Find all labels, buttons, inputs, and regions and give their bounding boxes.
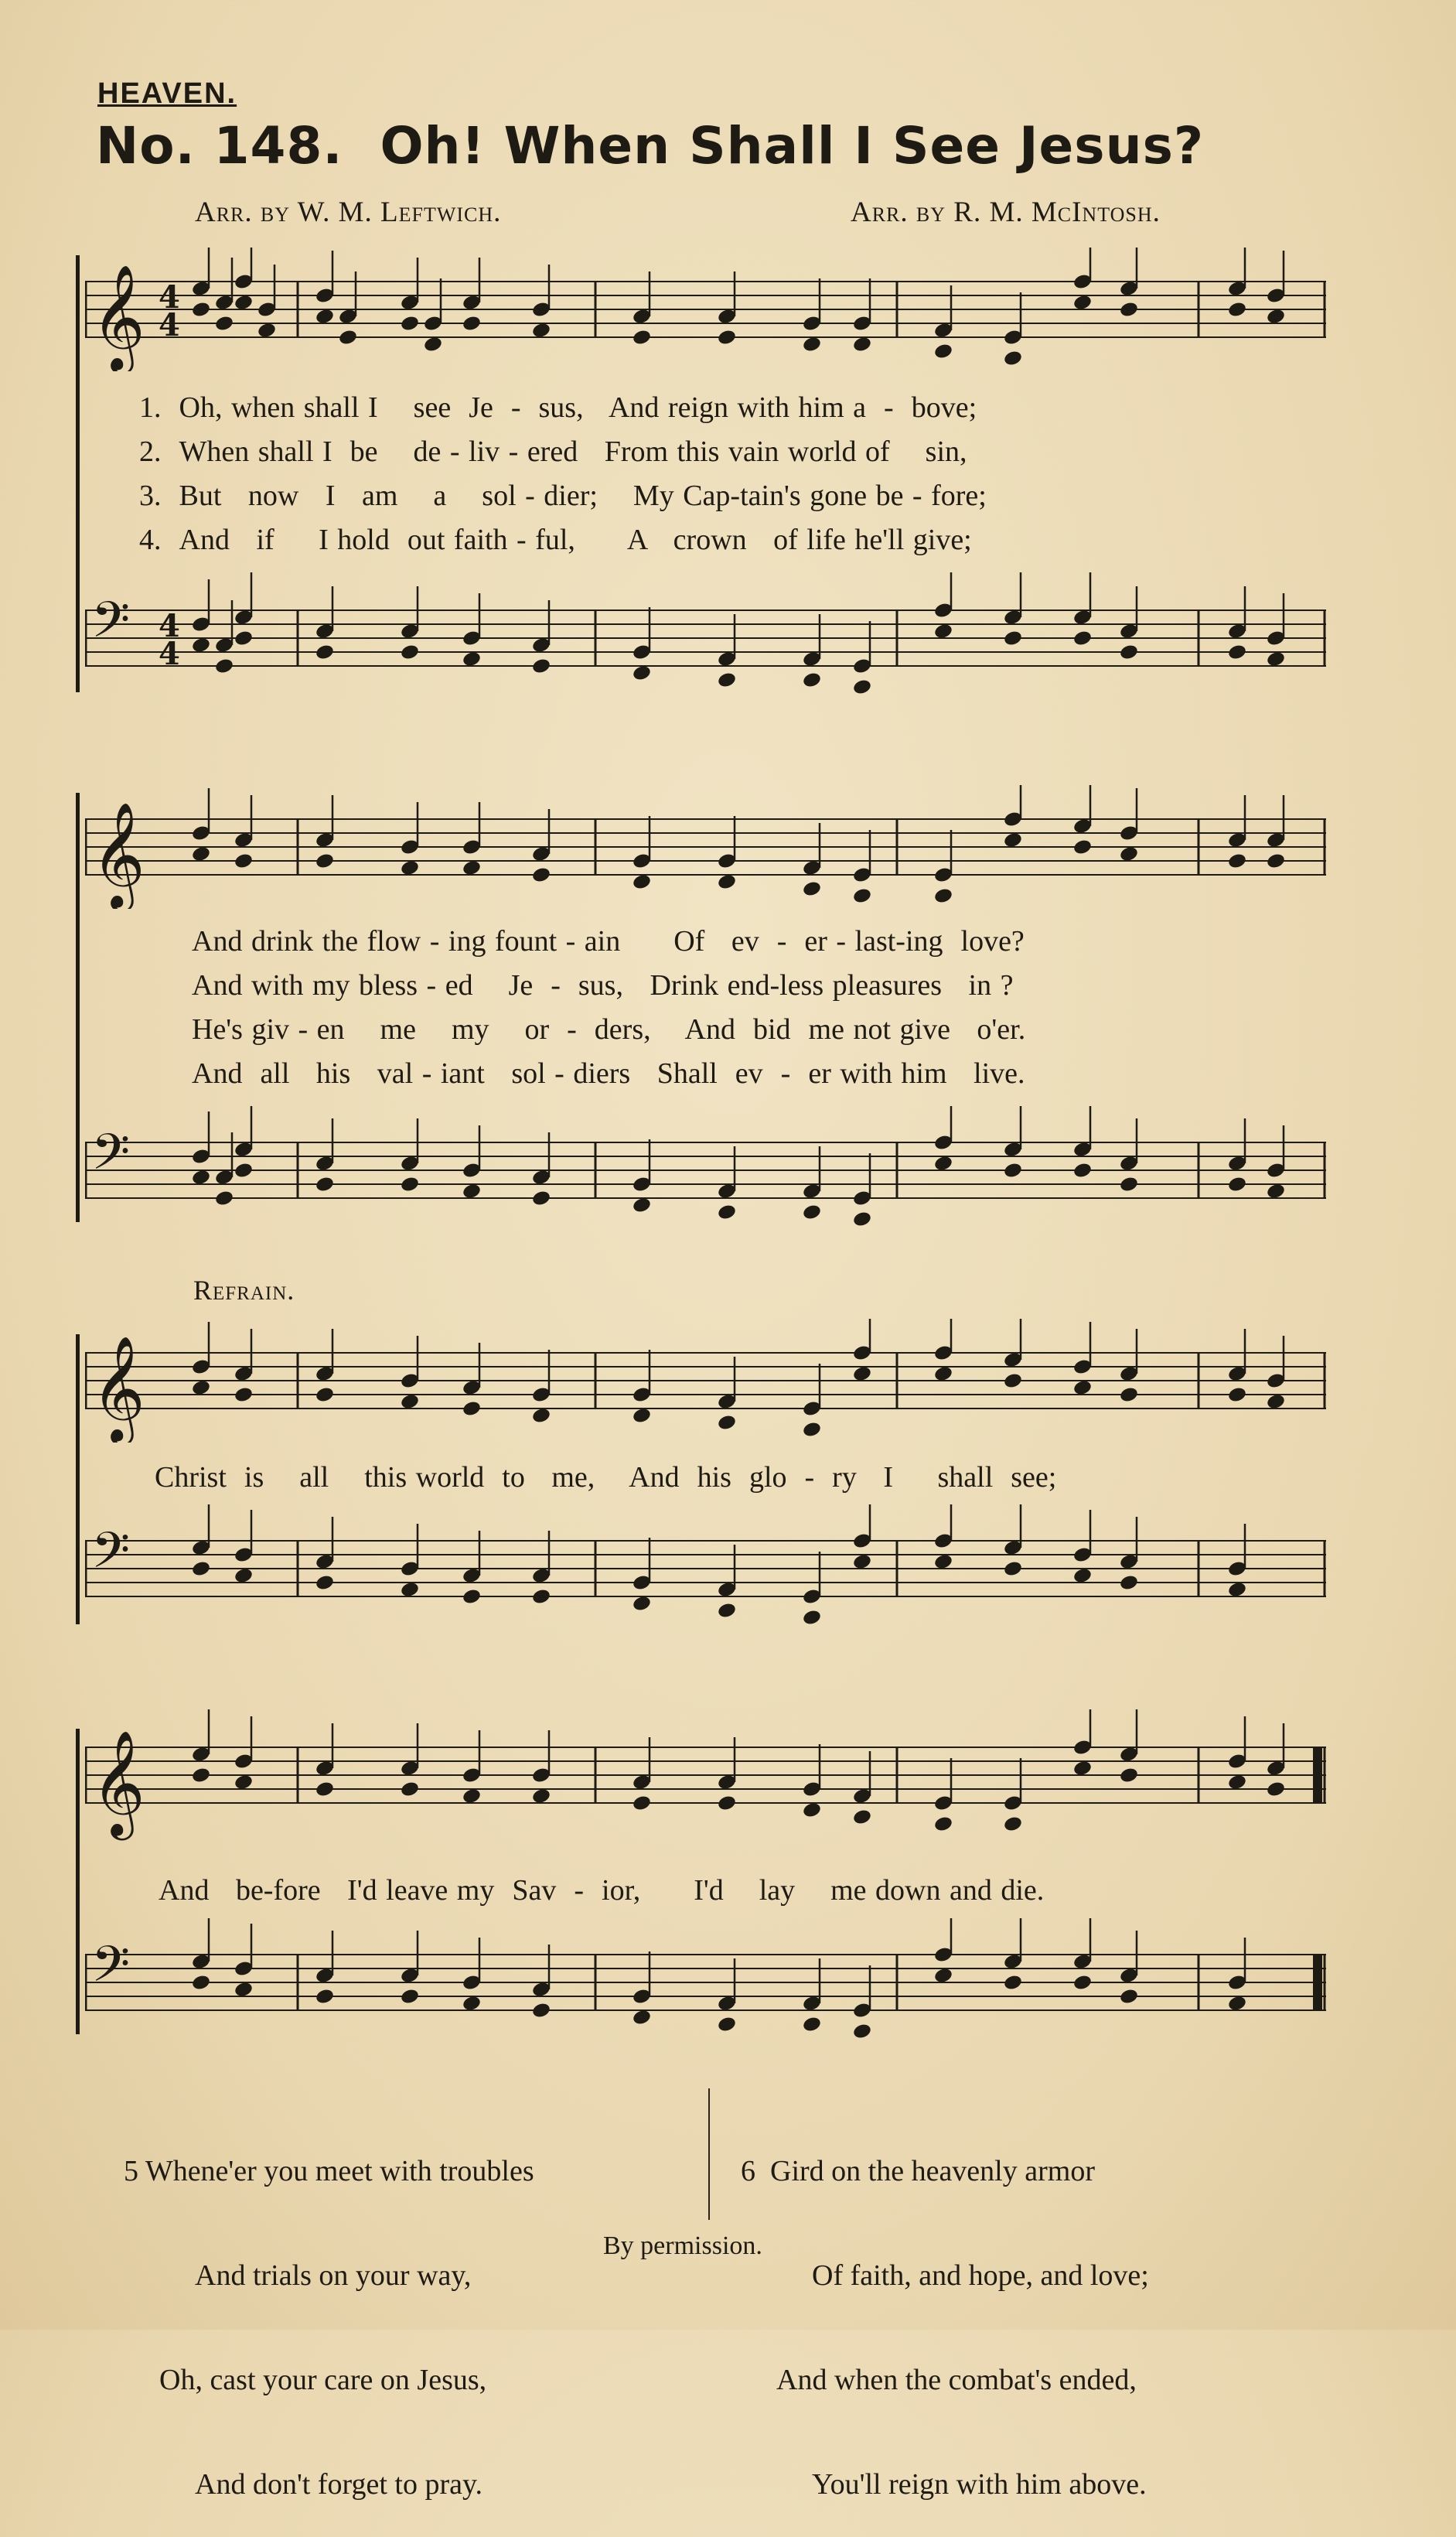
verse-3-line-b: He's giv - en me my or - ders, And bid me not give o'er.	[192, 1013, 1026, 1046]
verse-4-line-b: And all his val - iant sol - diers Shall ev - er with him live.	[192, 1057, 1025, 1090]
bass-staff-4	[85, 1918, 1326, 2046]
verse-number: 6	[741, 2155, 755, 2187]
system-brace-2	[76, 793, 80, 1222]
permission-note: By permission.	[603, 2231, 762, 2260]
verse-text: When shall I be de - liv - ered From this vain world of sin,	[179, 435, 967, 468]
hymn-number: No. 148.	[96, 116, 343, 176]
verse-number: 5	[124, 2155, 138, 2187]
svg-text:4: 4	[159, 279, 180, 316]
staff-lines	[85, 610, 1326, 666]
staff-lines	[85, 1142, 1326, 1198]
refrain-label: Refrain.	[193, 1275, 295, 1306]
svg-text:4: 4	[159, 608, 180, 644]
verse-divider	[708, 2088, 710, 2220]
bass-staff-2	[85, 1106, 1326, 1234]
verse-number: 1.	[139, 391, 162, 424]
treble-staff-1	[85, 248, 1326, 371]
extra-verse-5	[124, 2085, 534, 2537]
treble-staff-2	[85, 785, 1326, 909]
staff-lines	[85, 1541, 1326, 1596]
note-heads	[191, 572, 1286, 695]
verse-4-line-a	[139, 523, 972, 557]
extra-verse-line: And trials on your way,	[195, 2259, 472, 2292]
note-heads	[191, 248, 1286, 367]
verse-1-line-a	[139, 391, 977, 425]
bass-staff-3	[85, 1504, 1326, 1632]
staff-lines	[85, 1747, 1326, 1803]
svg-text:4: 4	[159, 636, 180, 672]
section-label: HEAVEN.	[97, 77, 237, 110]
extra-verse-line: Oh, cast your care on Jesus,	[159, 2364, 487, 2396]
extra-verse-6	[741, 2085, 1149, 2537]
extra-verse-line: And don't forget to pray.	[195, 2468, 483, 2501]
credit-left: Arr. by W. M. Leftwich.	[195, 196, 502, 228]
hymn-title: Oh! When Shall I See Jesus?	[380, 116, 1205, 176]
system-brace-3	[76, 1334, 80, 1624]
verse-text: But now I am a sol - dier; My Cap-tain's gone be - fore;	[179, 480, 987, 512]
staff-lines	[85, 819, 1326, 875]
note-heads	[191, 785, 1286, 904]
treble-clef-icon: 𝄞	[91, 1729, 145, 1835]
system-brace-4	[76, 1729, 80, 2034]
extra-verse-line: You'll reign with him above.	[812, 2468, 1147, 2501]
verse-text: And if I hold out faith - ful, A crown of life he'll give;	[179, 524, 972, 556]
extra-verse-line: Of faith, and hope, and love;	[812, 2259, 1149, 2292]
svg-text:4: 4	[159, 307, 180, 343]
note-heads	[191, 1918, 1247, 2040]
bass-clef-icon: 𝄢	[91, 591, 131, 661]
staff-lines	[85, 1955, 1326, 2010]
treble-staff-4	[85, 1709, 1326, 1841]
verse-text: Oh, when shall I see Je - sus, And reign with him a - bove;	[179, 391, 977, 424]
extra-verse-line: 5 Whene'er you meet with troubles	[124, 2155, 534, 2187]
bass-clef-icon: 𝄢	[91, 1521, 131, 1592]
refrain-line-1: Christ is all this world to me, And his glo - ry I shall see;	[155, 1461, 1057, 1494]
verse-number: 3.	[139, 480, 162, 512]
time-signature	[159, 608, 180, 672]
verse-number: 2.	[139, 435, 162, 468]
treble-clef-icon: 𝄞	[91, 801, 145, 907]
verse-2-line-a	[139, 435, 967, 469]
note-heads	[191, 1709, 1286, 1832]
note-heads	[191, 1106, 1286, 1228]
system-brace-1	[76, 255, 80, 692]
refrain-line-2: And be-fore I'd leave my Sav - ior, I'd lay me down and die.	[159, 1874, 1045, 1907]
credit-right: Arr. by R. M. McIntosh.	[851, 196, 1161, 228]
treble-clef-icon: 𝄞	[91, 1334, 145, 1441]
verse-2-line-b: And with my bless - ed Je - sus, Drink end-less pleasures in ?	[192, 969, 1014, 1002]
bass-clef-icon: 𝄢	[91, 1123, 131, 1193]
staff-lines	[85, 1353, 1326, 1408]
time-signature	[159, 279, 180, 343]
treble-clef-icon: 𝄞	[91, 263, 145, 370]
bass-clef-icon: 𝄢	[91, 1935, 131, 2006]
treble-staff-3	[85, 1319, 1326, 1443]
verse-3-line-a	[139, 479, 987, 513]
extra-verse-line: 6 Gird on the heavenly armor	[741, 2155, 1095, 2187]
page-title	[96, 116, 1204, 176]
extra-verse-line: And when the combat's ended,	[776, 2364, 1137, 2396]
note-heads	[191, 1319, 1286, 1438]
note-heads	[191, 1504, 1247, 1626]
bass-staff-1	[85, 572, 1326, 704]
verse-1-line-b: And drink the flow - ing fount - ain Of ev - er - last-ing love?	[192, 925, 1025, 958]
verse-number: 4.	[139, 524, 162, 556]
